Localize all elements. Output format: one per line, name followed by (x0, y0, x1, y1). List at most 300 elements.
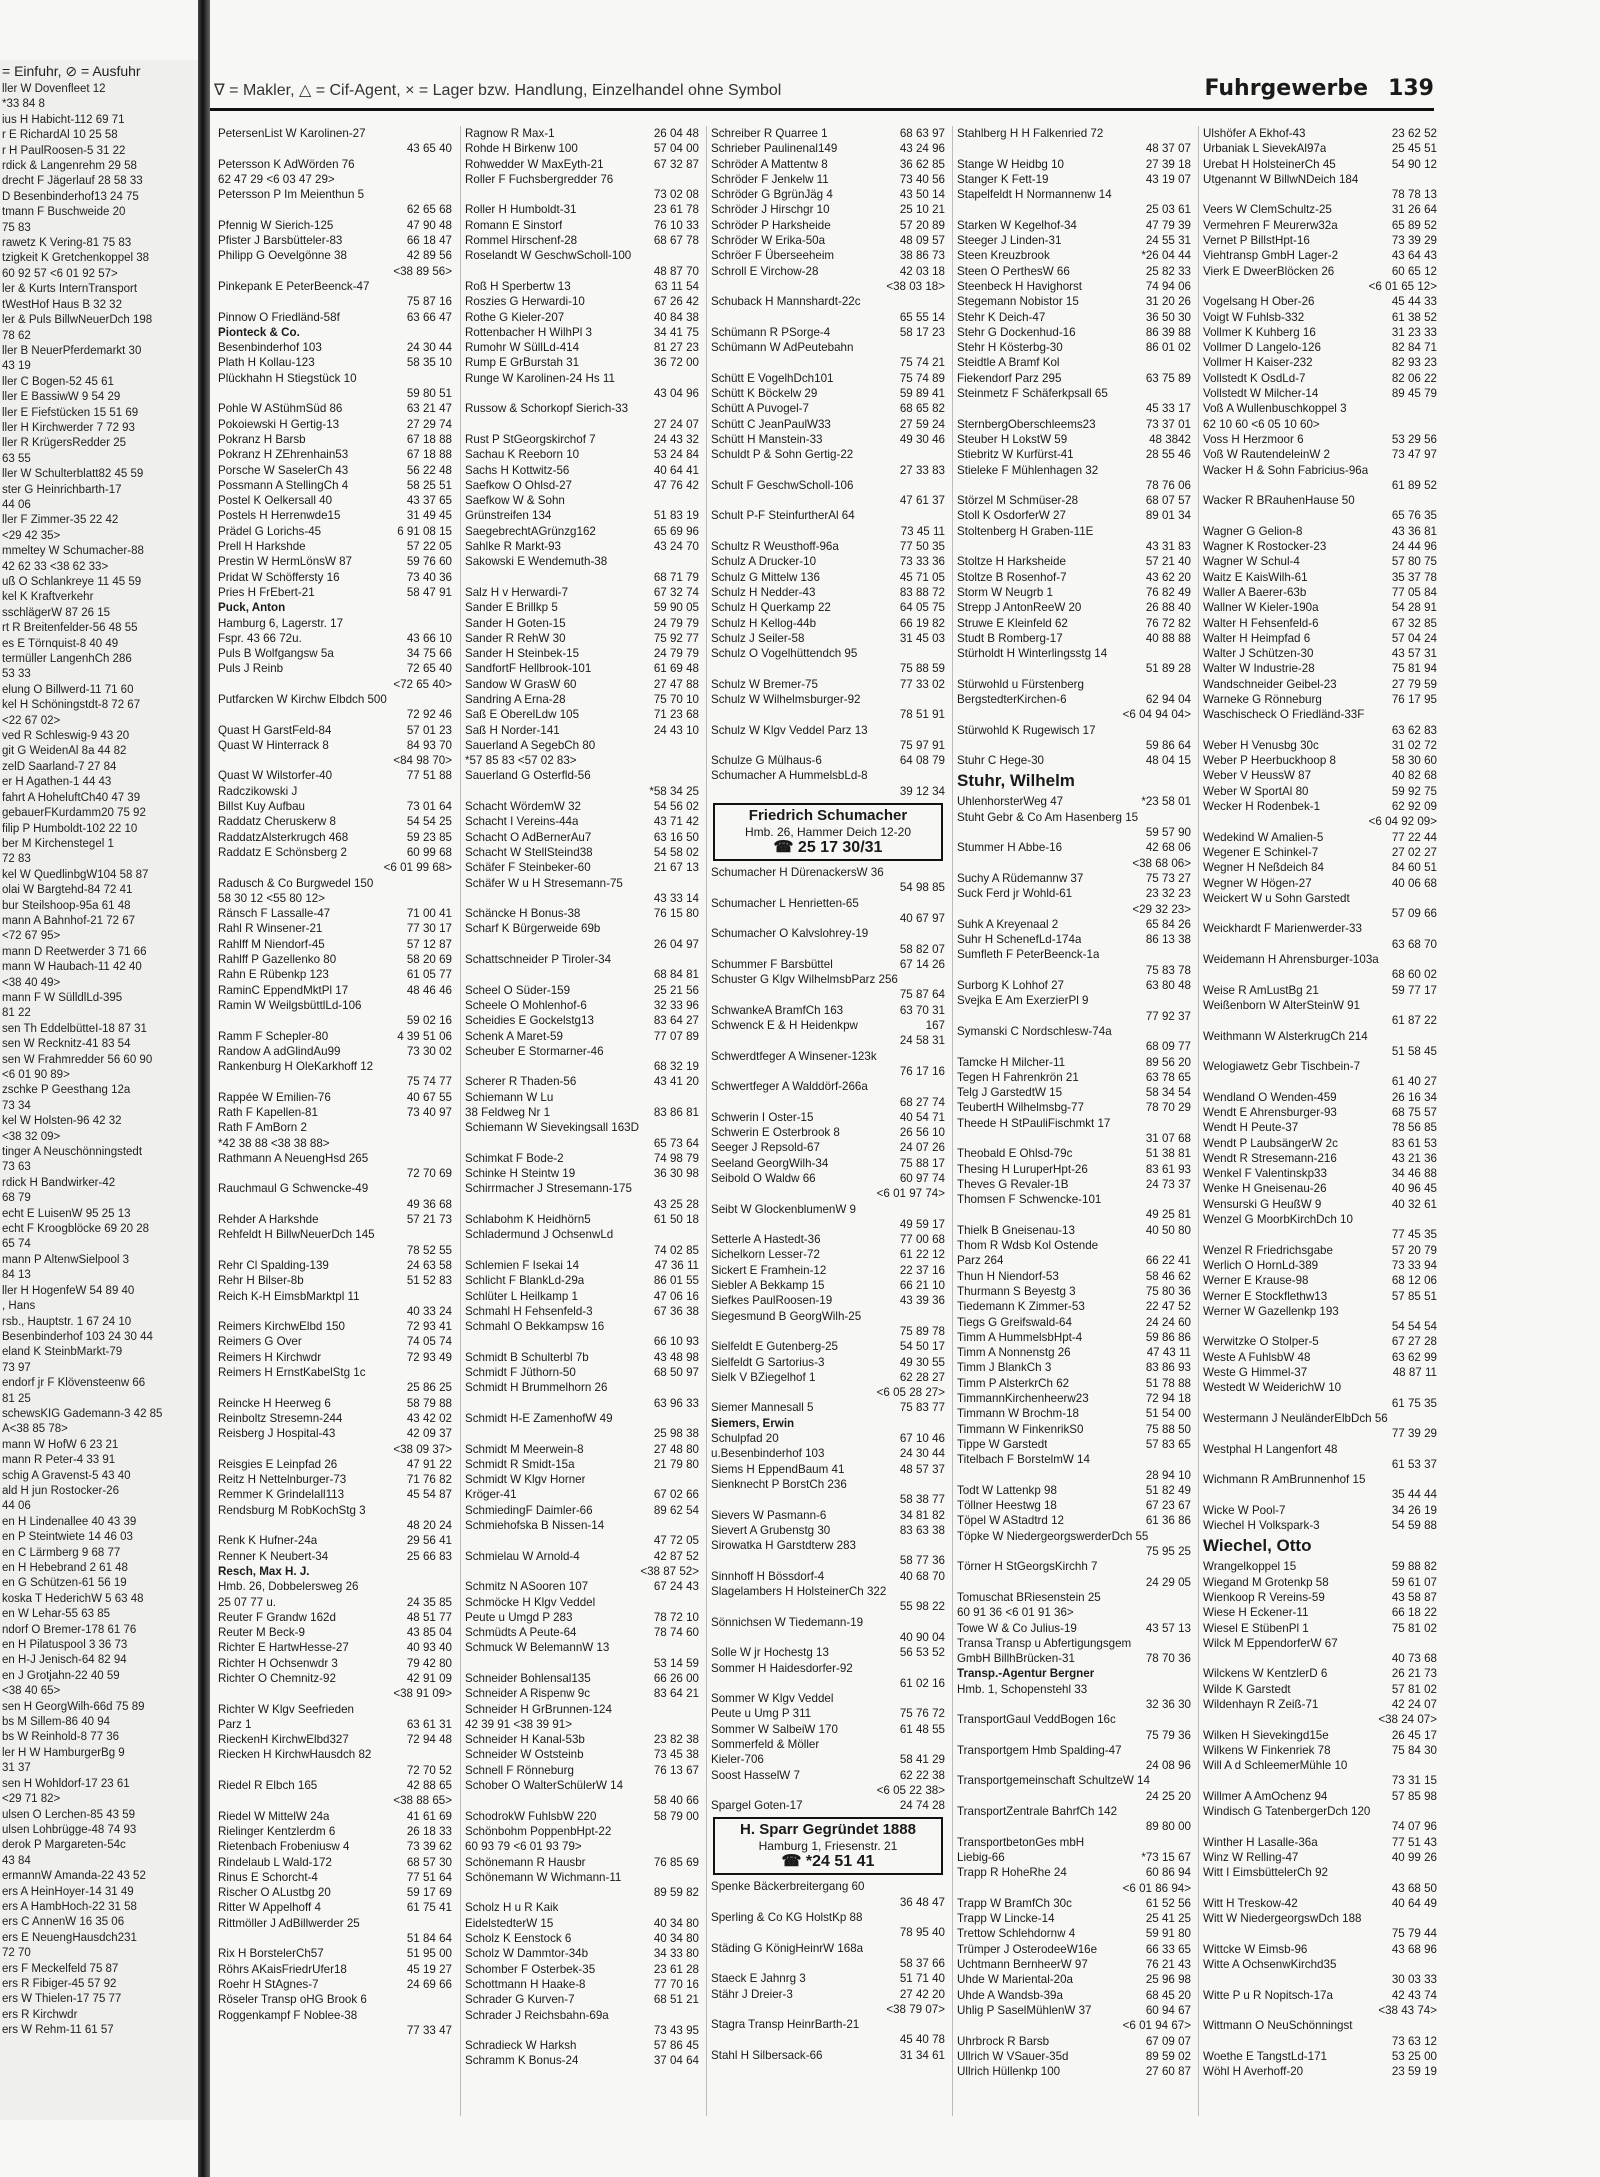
directory-entry (953, 631, 1195, 646)
entry-name: Weber P Heerbuckhoop 8 (1203, 754, 1336, 768)
directory-entry (707, 972, 949, 987)
entry-name: Wegener E Schinkel-7 (1203, 845, 1319, 859)
directory-entry (1199, 1712, 1441, 1727)
directory-entry (953, 1605, 1195, 1620)
entry-phone: 67 10 46 (899, 1432, 945, 1446)
directory-entry (953, 1085, 1195, 1100)
entry-phone (446, 1289, 452, 1304)
entry-name: Schramm K Bonus-24 (465, 2054, 579, 2068)
left-page-row: 42 62 33 <38 62 33> (2, 560, 109, 573)
entry-phone: 89 80 00 (1145, 1820, 1191, 1834)
directory-entry (461, 891, 703, 906)
directory-entry (707, 279, 949, 294)
entry-name: Scherer R Thaden-56 (465, 1075, 577, 1089)
directory-entry (1199, 218, 1441, 233)
entry-name: Towe W & Co Julius-19 (957, 1621, 1077, 1635)
left-page-row: D Besenbinderhof13 24 75 (2, 190, 139, 203)
directory-entry (214, 1059, 456, 1074)
entry-name: Wiechel, Otto (1203, 1536, 1312, 1556)
directory-entry (1199, 1789, 1441, 1804)
entry-phone (939, 865, 945, 880)
directory-entry (214, 570, 456, 585)
entry-phone: 24 55 31 (1145, 234, 1191, 248)
entry-phone: 68 51 21 (653, 1993, 699, 2007)
directory-entry (707, 524, 949, 539)
entry-phone (1185, 1666, 1191, 1681)
directory-entry (461, 1916, 703, 1931)
directory-entry (953, 1131, 1195, 1146)
ad-title: H. Sparr Gegründet 1888 (740, 1821, 916, 1839)
directory-entry (953, 1697, 1195, 1712)
entry-phone: 54 56 02 (653, 800, 699, 814)
entry-name: Reimers H Kirchwdr (218, 1350, 322, 1364)
directory-entry (1199, 983, 1441, 998)
entry-name: Wilkens W Finkenriek 78 (1203, 1743, 1331, 1757)
entry-name: Siemer Mannesall 5 (711, 1401, 814, 1415)
entry-name: TransportGaul VeddBogen 16c (957, 1713, 1116, 1727)
entry-name: Philipp G Oevelgönne 38 (218, 249, 347, 263)
entry-phone: 58 79 00 (653, 1809, 699, 1823)
entry-phone: 24 69 66 (406, 1977, 452, 1991)
left-page-row: bur Steilshoop-95a 61 48 (2, 899, 131, 912)
directory-entry (707, 248, 949, 263)
entry-phone: 58 17 23 (899, 325, 945, 339)
entry-name: Kieler-706 (711, 1753, 764, 1767)
entry-phone: 43 68 50 (1391, 1881, 1437, 1895)
entry-name: Westedt W WeiderichW 10 (1203, 1381, 1342, 1395)
directory-entry (1199, 1850, 1441, 1865)
directory-entry (707, 661, 949, 676)
directory-entry (461, 1319, 703, 1334)
entry-name: Schradieck W Harksh (465, 2039, 577, 2053)
directory-entry (707, 1492, 949, 1507)
directory-entry (214, 1151, 456, 1166)
entry-phone (939, 1910, 945, 1925)
entry-phone: 77 92 37 (1145, 1009, 1191, 1023)
directory-entry (1199, 1621, 1441, 1636)
entry-name: Schrader J Reichsbahn-69a (465, 2008, 609, 2022)
left-page-row: derok P Margareten-54c (2, 1839, 126, 1852)
entry-name: Ullrich W VSauer-35d (957, 2049, 1069, 2063)
left-page-row: ler & Kurts InternTransport (2, 283, 138, 296)
left-page-row: ers R Kirchwdr (2, 2008, 78, 2021)
directory-entry (1199, 1666, 1441, 1681)
entry-phone: 42 09 37 (406, 1427, 452, 1441)
entry-phone: 62 28 27 (899, 1370, 945, 1384)
directory-entry (1199, 1518, 1441, 1533)
entry-name: Seibold O Waldw 66 (711, 1172, 816, 1185)
entry-phone: 78 70 36 (1145, 1652, 1191, 1666)
directory-entry (214, 646, 456, 661)
left-page-row: <6 01 90 89> (2, 1069, 70, 1081)
directory-entry (461, 1365, 703, 1380)
directory-entry (461, 876, 703, 891)
left-page-row: mmeltey W Schumacher-88 (2, 545, 144, 558)
entry-phone (939, 1737, 945, 1752)
left-page-row: en H Hebebrand 2 61 48 (2, 1562, 128, 1574)
entry-name: Schröder P Harksheide (711, 218, 831, 232)
directory-entry (214, 1686, 456, 1701)
directory-entry (214, 1304, 456, 1319)
entry-phone: 58 46 62 (1145, 1269, 1191, 1283)
entry-name: Starken W Kegelhof-34 (957, 218, 1077, 232)
entry-phone (1431, 1472, 1437, 1487)
entry-name: Suhk A Kreyenaal 2 (957, 917, 1059, 931)
entry-name: Sommer W Klgv Veddel (711, 1692, 834, 1706)
directory-entry (1199, 585, 1441, 600)
entry-phone: 54 58 02 (653, 845, 699, 859)
directory-entry (953, 1100, 1195, 1115)
entry-name: Sander R RehW 30 (465, 631, 566, 645)
entry-name: Schrader G Kurven-7 (465, 1993, 575, 2007)
left-page-row: ulsen O Lerchen-85 43 59 (2, 1808, 135, 1821)
entry-phone: 89 59 82 (653, 1886, 699, 1900)
directory-entry (953, 1315, 1195, 1330)
entry-name: Wrangelkoppel 15 (1203, 1560, 1297, 1574)
entry-phone (1185, 1238, 1191, 1253)
directory-entry (707, 1553, 949, 1568)
entry-name: Wacker H & Sohn Fabricius-96a (1203, 463, 1369, 477)
directory-entry (214, 2008, 456, 2023)
entry-name: Puls J Reinb (218, 662, 284, 676)
entry-phone: 71 23 68 (653, 708, 699, 722)
entry-phone: 68 71 79 (653, 570, 699, 584)
directory-entry (953, 1391, 1195, 1406)
directory-entry (707, 264, 949, 279)
entry-phone: 89 62 54 (653, 1503, 699, 1517)
directory-entry (707, 386, 949, 401)
entry-phone (693, 1120, 699, 1135)
directory-entry (953, 738, 1195, 753)
entry-name: Wenke H Gneisenau-26 (1203, 1182, 1327, 1196)
directory-entry (461, 1120, 703, 1135)
directory-entry (461, 799, 703, 814)
directory-entry (953, 218, 1195, 233)
entry-name: Puck, Anton (218, 601, 286, 615)
directory-entry (461, 463, 703, 478)
entry-phone: 42 88 65 (406, 1779, 452, 1793)
directory-entry (1199, 1411, 1441, 1426)
directory-entry (1199, 401, 1441, 416)
left-page-row: 31 37 (2, 1762, 31, 1775)
entry-name: Werlich O HornLd-389 (1203, 1258, 1319, 1272)
entry-name: Schlemien F Isekai 14 (465, 1258, 580, 1272)
directory-entry (953, 1452, 1195, 1467)
entry-phone (1431, 1911, 1437, 1926)
left-page-row: ster G Heinrichbarth-17 (2, 483, 122, 496)
entry-phone: 57 01 23 (406, 723, 452, 737)
entry-phone: 59 02 16 (406, 1014, 452, 1028)
entry-phone (446, 2008, 452, 2023)
page-number: 139 (1388, 76, 1434, 101)
directory-entry (461, 1396, 703, 1411)
entry-name: Sachs H Kottwitz-56 (465, 463, 570, 477)
directory-entry (214, 983, 456, 998)
entry-phone: 76 13 67 (653, 1763, 699, 1777)
directory-entry (214, 310, 456, 325)
directory-entry (953, 1422, 1195, 1437)
entry-name: Tomuschat BRiesenstein 25 (957, 1590, 1101, 1604)
entry-phone (1431, 1535, 1437, 1557)
entry-phone: 24 79 79 (653, 647, 699, 661)
entry-name: Viehtransp GmbH Lager-2 (1203, 249, 1339, 263)
entry-name: Wilde K Garstedt (1203, 1682, 1291, 1696)
entry-phone: 68 57 30 (406, 1855, 452, 1869)
entry-phone: 42 89 56 (406, 249, 452, 263)
directory-entry (461, 967, 703, 982)
directory-entry (707, 1018, 949, 1033)
directory-entry (214, 417, 456, 432)
entry-phone: 40 64 49 (1391, 1896, 1437, 1910)
directory-entry (461, 1625, 703, 1640)
left-page-row: ers A HeinHoyer-14 31 49 (2, 1885, 134, 1898)
directory-entry (461, 661, 703, 676)
directory-entry (953, 753, 1195, 768)
entry-phone: 67 32 85 (1391, 616, 1437, 630)
directory-entry (707, 1156, 949, 1171)
entry-phone: 61 38 52 (1391, 310, 1437, 324)
entry-name: SandfortF Hellbrook-101 (465, 662, 592, 676)
entry-name: Wiegand M Grotenkp 58 (1203, 1575, 1329, 1589)
left-page-row: *33 84 8 (2, 98, 45, 111)
directory-entry (461, 126, 703, 141)
entry-name: Weber W SportAl 80 (1203, 784, 1309, 798)
left-page-row: tzigkeit K Gretchenkoppel 38 (2, 252, 150, 265)
left-page-row: rsb., Hauptstr. 1 67 24 10 (2, 1315, 132, 1328)
left-page-row: en H Lindenallee 40 43 39 (2, 1515, 137, 1528)
ad-phone: ☎ 25 17 30/31 (773, 839, 883, 857)
entry-name: Sielk V BZiegelhof 1 (711, 1370, 816, 1384)
entry-phone: 72 94 18 (1145, 1392, 1191, 1406)
entry-phone: 24 74 28 (899, 1799, 945, 1813)
directory-entry (707, 1895, 949, 1910)
directory-entry (707, 1661, 949, 1676)
entry-name: Runge W Karolinen-24 Hs 11 (465, 371, 615, 385)
directory-entry (707, 1355, 949, 1370)
directory-entry (461, 784, 703, 799)
entry-phone: 40 88 88 (1145, 631, 1191, 645)
directory-entry (707, 570, 949, 585)
entry-phone: 47 43 11 (1146, 1346, 1191, 1360)
directory-entry (214, 1197, 456, 1212)
entry-name: Weise R AmLustBg 21 (1203, 983, 1319, 997)
directory-entry (707, 1925, 949, 1940)
entry-phone: 77 50 35 (899, 540, 945, 554)
entry-name: TimmannKirchenheerw23 (957, 1392, 1089, 1406)
directory-entry (707, 325, 949, 340)
entry-phone: 77 45 35 (1391, 1228, 1437, 1242)
directory-entry (214, 1610, 456, 1625)
directory-entry (461, 294, 703, 309)
entry-name: Schulz O Vogelhüttendch 95 (711, 647, 858, 661)
directory-entry (1199, 1442, 1441, 1457)
directory-entry (214, 1136, 456, 1151)
entry-phone: 76 85 69 (653, 1855, 699, 1869)
entry-name: Stahl H Silbersack-66 (711, 2048, 823, 2062)
entry-name: Sommerfeld & Möller (711, 1737, 820, 1751)
entry-name: Schinke H Steintw 19 (465, 1167, 576, 1181)
directory-entry (953, 1055, 1195, 1070)
entry-name: SternbergOberschleems23 (957, 417, 1096, 431)
entry-phone: 34 26 19 (1391, 1503, 1437, 1517)
directory-entry (707, 1202, 949, 1217)
left-page-row: ers W Thielen-17 75 77 (2, 1993, 122, 2006)
directory-entry (1199, 784, 1441, 799)
entry-name: Spenke Bäckerbreitergang 60 (711, 1880, 865, 1894)
directory-entry (461, 233, 703, 248)
entry-phone: 54 54 54 (1391, 1320, 1437, 1334)
entry-phone: 76 17 95 (1391, 692, 1437, 706)
entry-phone: 43 41 20 (653, 1075, 699, 1089)
entry-phone (693, 2008, 699, 2023)
left-page-row: ald H jun Rostocker-26 (2, 1484, 119, 1497)
directory-entry (953, 1728, 1195, 1743)
entry-name: Schütt A Puvogel-7 (711, 402, 809, 416)
entry-name: Will A d SchleemerMühle 10 (1203, 1759, 1348, 1773)
directory-entry (214, 1839, 456, 1854)
entry-phone: 24 35 85 (406, 1595, 452, 1609)
entry-phone (939, 896, 945, 911)
directory-entry (214, 1579, 456, 1594)
left-page-row: 81 22 (2, 1007, 31, 1020)
directory-entry (461, 585, 703, 600)
directory-entry (461, 1595, 703, 1610)
entry-phone: 25 86 25 (406, 1381, 452, 1395)
entry-name: Wenzel G MoorbKirchDch 10 (1203, 1213, 1353, 1227)
directory-entry (461, 386, 703, 401)
entry-phone: 27 33 83 (899, 463, 945, 477)
entry-phone (693, 768, 699, 783)
entry-phone (1431, 1957, 1437, 1972)
entry-name: Sander H Steinbek-15 (465, 647, 580, 661)
directory-entry (953, 2034, 1195, 2049)
entry-phone: 26 45 17 (1391, 1728, 1437, 1742)
directory-entry (461, 983, 703, 998)
entry-name: Rothe G Kieler-207 (465, 310, 565, 324)
directory-entry (214, 1625, 456, 1640)
entry-phone: 58 30 60 (1391, 754, 1437, 768)
entry-name: Stürholdt H Winterlingsstg 14 (957, 647, 1108, 661)
directory-entry (1199, 1105, 1441, 1120)
directory-entry (214, 218, 456, 233)
entry-phone (693, 401, 699, 416)
entry-name: Schulz W Bremer-75 (711, 677, 818, 691)
directory-entry (214, 1533, 456, 1548)
left-page-row: ller R KrügersRedder 25 (2, 437, 127, 450)
entry-name: Sirowatka H Garstdterw 283 (711, 1539, 856, 1553)
entry-name: Timm P AlsterkrCh 62 (957, 1376, 1070, 1390)
entry-phone (1431, 1304, 1437, 1319)
directory-entry (707, 187, 949, 202)
entry-name: Timm J BlankCh 3 (957, 1361, 1052, 1375)
entry-phone: 48 3842 (1149, 432, 1191, 446)
entry-name: Wallner W Kieler-190a (1203, 601, 1319, 615)
entry-name: Saefkow W & Sohn (465, 494, 565, 508)
directory-entry (707, 539, 949, 554)
directory-entry (214, 1809, 456, 1824)
directory-entry (1199, 768, 1441, 783)
directory-entry (1199, 1911, 1441, 1926)
directory-entry (461, 1992, 703, 2007)
directory-entry (461, 570, 703, 585)
entry-name: Schultz R Weusthoff-96a (711, 540, 839, 554)
entry-name: 60 91 36 <6 01 91 36> (957, 1606, 1074, 1620)
entry-phone: 77 00 68 (899, 1233, 945, 1247)
left-page-row: ler & Puls BillwNeuerDch 198 (2, 314, 153, 327)
directory-entry (461, 738, 703, 753)
entry-phone: 73 39 29 (1391, 234, 1437, 248)
directory-entry (214, 1778, 456, 1793)
entry-phone (939, 646, 945, 661)
directory-entry (214, 1319, 456, 1334)
directory-entry (953, 1850, 1195, 1865)
directory-entry (953, 478, 1195, 493)
entry-name: Siefkes PaulRoosen-19 (711, 1294, 833, 1308)
entry-name: Reisberg J Hospital-43 (218, 1427, 336, 1441)
entry-phone: 72 94 48 (406, 1733, 452, 1747)
entry-name: Schäfer W u H Stresemann-75 (465, 876, 623, 890)
entry-name: Saß H Norder-141 (465, 723, 560, 737)
directory-entry (953, 279, 1195, 294)
entry-phone (693, 753, 699, 768)
directory-entry (461, 1227, 703, 1242)
entry-phone: 48 87 11 (1392, 1366, 1437, 1380)
entry-phone: 63 16 50 (653, 830, 699, 844)
left-page-row: olai W Bargtehd-84 72 41 (2, 884, 133, 897)
entry-phone (1185, 1712, 1191, 1727)
entry-name: Plath H Kollau-123 (218, 356, 315, 370)
entry-name: Timmann W Brochm-18 (957, 1407, 1079, 1421)
entry-phone: 47 90 48 (406, 218, 452, 232)
entry-phone: 60 65 12 (1391, 264, 1437, 278)
entry-name: Rahl R Winsener-21 (218, 922, 323, 936)
entry-phone: 78 70 29 (1145, 1101, 1191, 1115)
directory-entry (953, 1360, 1195, 1375)
left-page-row: sen W Recknitz-41 83 54 (2, 1038, 131, 1051)
directory-entry (214, 1549, 456, 1564)
entry-phone: 56 22 48 (406, 463, 452, 477)
entry-phone: <38 87 52> (640, 1564, 699, 1578)
entry-name: Wilckens W KentzlerD 6 (1203, 1667, 1328, 1681)
entry-phone: 32 36 30 (1145, 1697, 1191, 1711)
entry-name: Ritter W Appelhoff 4 (218, 1901, 321, 1915)
entry-name: Parz 1 (218, 1717, 252, 1731)
entry-phone: 67 32 74 (653, 585, 699, 599)
entry-phone: 75 89 78 (899, 1324, 945, 1338)
entry-phone (693, 1518, 699, 1533)
directory-entry (953, 1146, 1195, 1161)
entry-name: Schulz G Mittelw 136 (711, 570, 820, 584)
left-page-row: mann R Peter-4 33 91 (2, 1454, 116, 1467)
directory-entry (1199, 707, 1441, 722)
entry-phone: 61 02 16 (899, 1676, 945, 1690)
entry-phone: 53 29 56 (1391, 432, 1437, 446)
directory-entry (707, 1584, 949, 1599)
directory-entry (214, 1702, 456, 1717)
entry-name: Puls B Wolfgangsw 5a (218, 647, 334, 661)
book-gutter (198, 0, 210, 2177)
entry-phone: 77 33 02 (899, 677, 945, 691)
entry-phone: 49 36 68 (406, 1197, 452, 1211)
directory-entry (214, 202, 456, 217)
entry-phone: 67 23 67 (1145, 1499, 1191, 1513)
entry-name: Steidtle A Bramf Kol (957, 356, 1060, 370)
entry-name: Wedekind W Amalien-5 (1203, 830, 1324, 844)
directory-entry (214, 1334, 456, 1349)
entry-name: Rehder A Harkshde (218, 1213, 319, 1227)
directory-entry (1199, 967, 1441, 982)
entry-name: Theede H StPauliFischmkt 17 (957, 1116, 1111, 1130)
